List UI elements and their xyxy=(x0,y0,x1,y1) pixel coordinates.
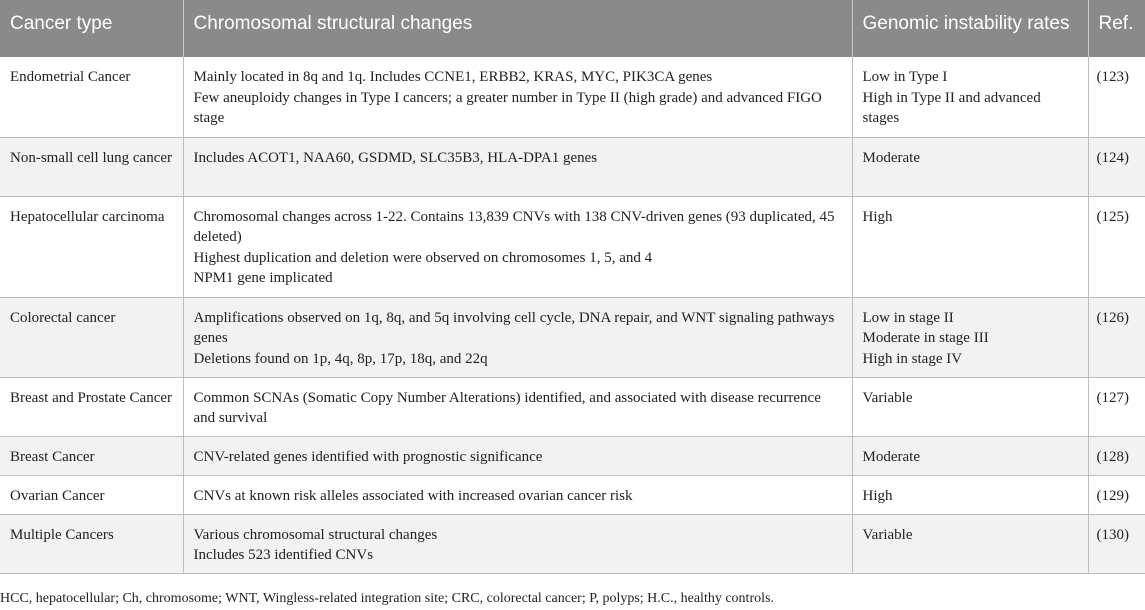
cell-instability-rate xyxy=(852,436,1088,475)
table-row xyxy=(0,436,1145,475)
cell-cancer-type-line: Endometrial Cancer xyxy=(10,69,131,85)
cell-cancer-type-line: Non-small cell lung cancer xyxy=(10,149,173,166)
cell-cancer-type xyxy=(0,137,183,196)
cell-cancer-type xyxy=(0,196,183,297)
cell-chromosomal-changes xyxy=(183,297,852,377)
cell-instability-rate-line: Low in Type I xyxy=(862,69,948,85)
cell-chromosomal-changes-line: CNV-related genes identified with prognostic significance xyxy=(193,448,543,465)
cell-chromosomal-changes-line: Includes ACOT1, NAA60, GSDMD, SLC35B3, HLA-DPA1 genes xyxy=(193,149,598,166)
cell-instability-rate-line: High in stage IV xyxy=(862,350,963,367)
cell-chromosomal-changes-line: Includes 523 identified CNVs xyxy=(193,547,374,563)
cell-chromosomal-changes xyxy=(183,436,852,475)
header-chromosomal-changes: Chromosomal structural changes xyxy=(183,0,852,57)
table-row xyxy=(0,514,1145,573)
cell-instability-rate-line: High xyxy=(862,208,893,225)
table-body xyxy=(0,57,1145,573)
cell-instability-rate-line: High xyxy=(862,487,893,504)
cell-instability-rate-line: Moderate xyxy=(862,448,920,465)
table-row xyxy=(0,297,1145,377)
cell-cancer-type-line: Breast and Prostate Cancer xyxy=(10,389,173,406)
table-row xyxy=(0,137,1145,196)
cell-instability-rate-line: High in Type II and advanced stages xyxy=(862,89,1041,126)
cell-chromosomal-changes xyxy=(183,475,852,514)
cell-cancer-type-line: Hepatocellular carcinoma xyxy=(10,208,165,225)
header-ref: Ref. xyxy=(1088,0,1145,57)
cell-cancer-type xyxy=(0,475,183,514)
cell-chromosomal-changes-line: NPM1 gene implicated xyxy=(193,270,333,286)
cell-instability-rate xyxy=(852,137,1088,196)
table-header-row xyxy=(0,0,1145,57)
cell-ref: (125) xyxy=(1088,196,1145,297)
cell-chromosomal-changes-line: Chromosomal changes across 1-22. Contains 13,839 CNVs with 138 CNV-driven genes (93 duplicated, 45 deleted) xyxy=(193,208,835,245)
cell-instability-rate xyxy=(852,297,1088,377)
cell-ref: (123) xyxy=(1088,57,1145,137)
cell-instability-rate-line: Variable xyxy=(862,389,913,406)
cell-instability-rate-line: Variable xyxy=(862,526,913,543)
cell-chromosomal-changes-line: Few aneuploidy changes in Type I cancers; a greater number in Type II (high grade) and advanced FIGO stage xyxy=(193,89,822,126)
cell-chromosomal-changes-line: Deletions found on 1p, 4q, 8p, 17p, 18q, and 22q xyxy=(193,350,488,367)
cell-cancer-type xyxy=(0,57,183,137)
cell-chromosomal-changes-line: Highest duplication and deletion were observed on chromosomes 1, 5, and 4 xyxy=(193,249,653,266)
cell-cancer-type xyxy=(0,436,183,475)
cell-chromosomal-changes xyxy=(183,196,852,297)
cell-chromosomal-changes xyxy=(183,57,852,137)
cell-ref: (126) xyxy=(1088,297,1145,377)
cell-chromosomal-changes xyxy=(183,514,852,573)
cell-instability-rate xyxy=(852,514,1088,573)
table-row xyxy=(0,377,1145,436)
table-footnote: HCC, hepatocellular; Ch, chromosome; WNT, Wingless-related integration site; CRC, colorectal cancer; P, polyps; H.C., healthy controls. xyxy=(0,591,774,606)
cell-cancer-type-line: Breast Cancer xyxy=(10,448,95,465)
cell-ref: (130) xyxy=(1088,514,1145,573)
cell-ref: (129) xyxy=(1088,475,1145,514)
cell-ref: (128) xyxy=(1088,436,1145,475)
cell-cancer-type xyxy=(0,377,183,436)
cell-instability-rate xyxy=(852,196,1088,297)
cell-ref: (124) xyxy=(1088,137,1145,196)
table-row xyxy=(0,475,1145,514)
cell-ref: (127) xyxy=(1088,377,1145,436)
cell-instability-rate-line: Low in stage II xyxy=(862,309,954,326)
cell-cancer-type xyxy=(0,297,183,377)
cell-chromosomal-changes-line: Various chromosomal structural changes xyxy=(193,526,438,543)
cell-instability-rate xyxy=(852,377,1088,436)
cell-cancer-type-line: Colorectal cancer xyxy=(10,309,116,326)
table-row xyxy=(0,196,1145,297)
cell-instability-rate-line: Moderate in stage III xyxy=(862,330,989,346)
cell-instability-rate xyxy=(852,57,1088,137)
cell-cancer-type-line: Ovarian Cancer xyxy=(10,487,105,504)
cell-instability-rate xyxy=(852,475,1088,514)
cell-chromosomal-changes xyxy=(183,137,852,196)
cell-chromosomal-changes-line: Mainly located in 8q and 1q. Includes CCNE1, ERBB2, KRAS, MYC, PIK3CA genes xyxy=(193,69,713,85)
cell-chromosomal-changes-line: CNVs at known risk alleles associated with increased ovarian cancer risk xyxy=(193,487,633,504)
table-row xyxy=(0,57,1145,137)
cell-chromosomal-changes-line: Amplifications observed on 1q, 8q, and 5q involving cell cycle, DNA repair, and WNT signaling pathways genes xyxy=(193,309,835,346)
cell-chromosomal-changes xyxy=(183,377,852,436)
header-cancer-type: Cancer type xyxy=(0,0,183,57)
cell-chromosomal-changes-line: Common SCNAs (Somatic Copy Number Alterations) identified, and associated with disease recurrence and survival xyxy=(193,389,821,426)
header-instability-rates: Genomic instability rates xyxy=(852,0,1088,57)
cell-instability-rate-line: Moderate xyxy=(862,149,920,166)
cell-cancer-type-line: Multiple Cancers xyxy=(10,526,114,543)
cell-cancer-type xyxy=(0,514,183,573)
